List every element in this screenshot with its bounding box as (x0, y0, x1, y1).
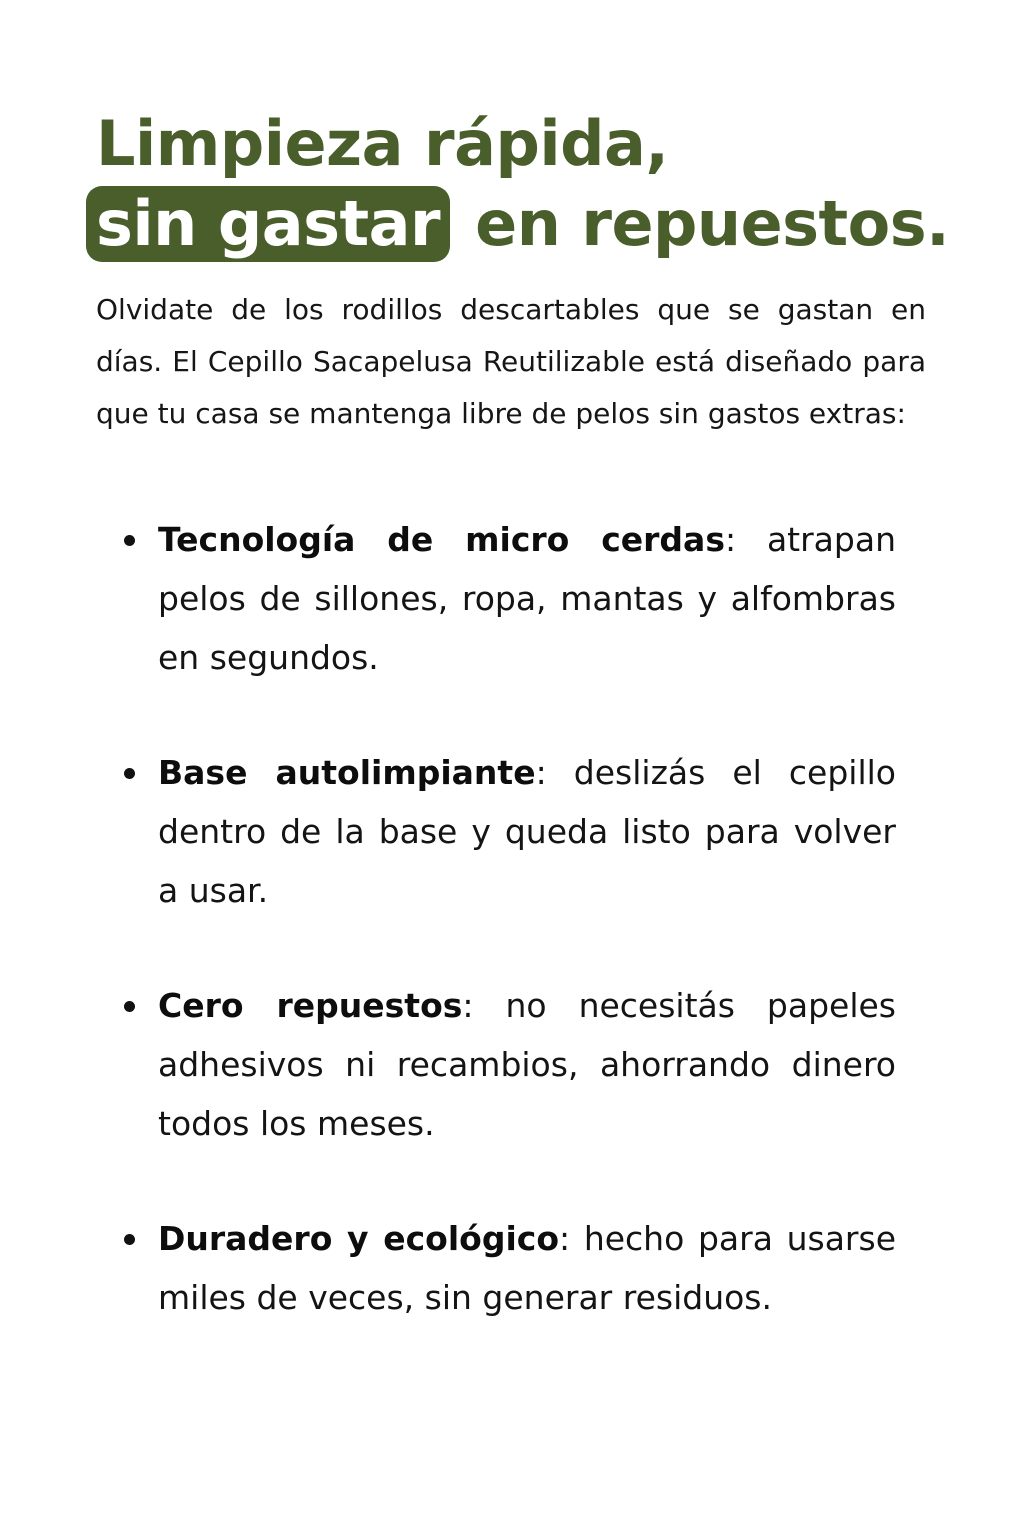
feature-item (118, 510, 896, 687)
headline-line-1: Limpieza rápida, (96, 107, 669, 180)
feature-term: Cero repuestos (158, 986, 463, 1025)
feature-item (118, 976, 896, 1153)
feature-description: atrapan pelos de sillones, ropa, mantas y alfombras en segundos. (158, 520, 896, 677)
intro-paragraph: Olvidate de los rodillos descartables que se gastan en días. El Cepillo Sacapelusa Reutilizable está diseñado para que tu casa se mantenga libre de pelos sin gastos extras: (96, 293, 926, 430)
feature-separator: : (535, 753, 547, 792)
feature-term: Duradero y ecológico (158, 1219, 560, 1258)
feature-description: deslizás el cepillo dentro de la base y queda listo para volver a usar. (158, 753, 896, 910)
feature-term: Base autolimpiante (158, 753, 536, 792)
bullet-icon (124, 1001, 135, 1012)
headline-line-2 (96, 184, 956, 264)
feature-separator: : (462, 986, 474, 1025)
feature-separator: : (724, 520, 737, 559)
feature-description: hecho para usarse miles de veces, sin generar residuos. (158, 1219, 896, 1317)
feature-list (118, 510, 896, 1383)
bullet-icon (124, 535, 135, 546)
bullet-icon (124, 768, 135, 779)
headline (96, 104, 956, 264)
feature-item (118, 743, 896, 920)
feature-term: Tecnología de micro cerdas (158, 520, 725, 559)
headline-highlight: sin gastar (86, 186, 450, 262)
feature-description: no necesitás papeles adhesivos ni recambios, ahorrando dinero todos los meses. (158, 986, 896, 1143)
feature-separator: : (559, 1219, 571, 1258)
bullet-icon (124, 1234, 135, 1245)
feature-item (118, 1209, 896, 1327)
headline-line-2-rest: en repuestos. (475, 187, 950, 260)
